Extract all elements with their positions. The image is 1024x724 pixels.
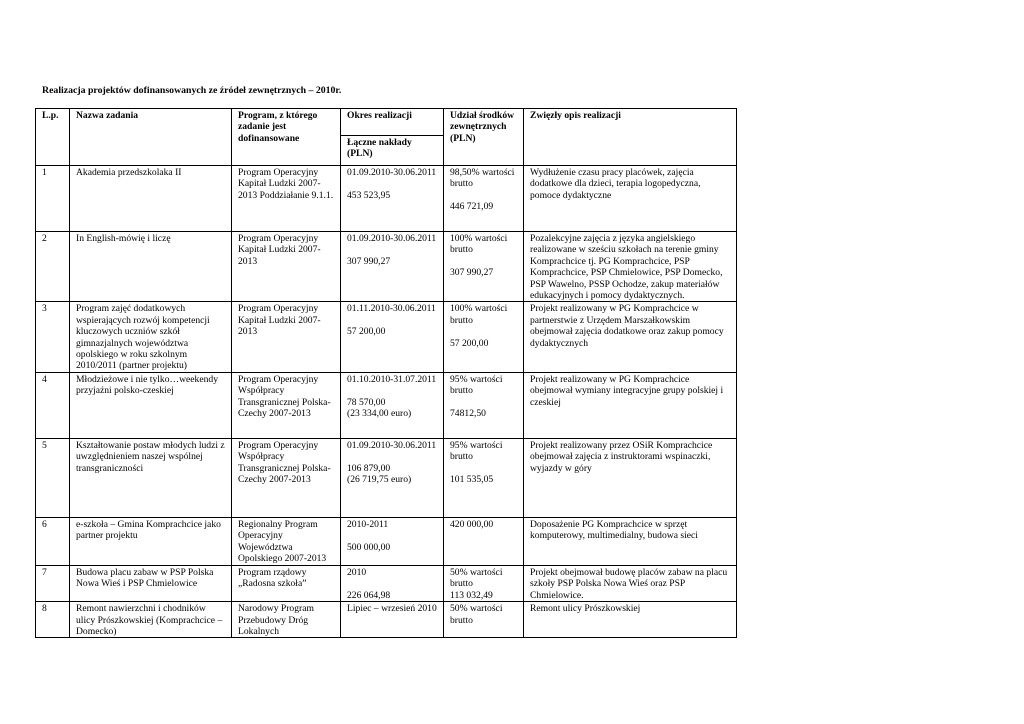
cell-program: Narodowy Program Przebudowy Dróg Lokalnych bbox=[232, 602, 341, 638]
cell-period bbox=[341, 438, 444, 517]
table-row bbox=[36, 517, 737, 565]
cell-name: Kształtowanie postaw młodych ludzi z uwzględnieniem naszej wspólnej transgraniczności bbox=[70, 438, 232, 517]
total-value: 226 064,98 bbox=[347, 589, 391, 601]
total-value: 307 990,27 bbox=[347, 255, 391, 267]
share-percent: 95% wartości brutto bbox=[450, 439, 503, 463]
period-value: 01.09.2010-30.06.2011 bbox=[347, 233, 437, 244]
table-row bbox=[36, 372, 737, 438]
cell-period bbox=[341, 602, 444, 638]
period-value: 01.11.2010-30.06.2011 bbox=[347, 303, 436, 315]
period-value: 01.09.2010-30.06.2011 bbox=[347, 439, 437, 451]
cell-desc: Projekt realizowany w PG Komprachcice obejmował wymiany integracyjne grupy polskiej i czeskiej bbox=[524, 372, 737, 438]
share-value: 307 990,27 bbox=[450, 267, 494, 279]
share-percent: 100% wartości brutto bbox=[450, 303, 508, 326]
share-percent: 420 000,00 bbox=[450, 518, 494, 530]
cell-share bbox=[444, 166, 524, 232]
cell-share bbox=[444, 438, 524, 517]
share-percent: 100% wartości brutto bbox=[450, 233, 508, 256]
period-value: 01.09.2010-30.06.2011 bbox=[347, 167, 437, 178]
cell-program: Program Operacyjny Kapitał Ludzki 2007-2013 bbox=[232, 232, 341, 302]
cell-share bbox=[444, 565, 524, 601]
header-lp: L.p. bbox=[36, 109, 70, 166]
cell-program: Program Operacyjny Współpracy Transgranicznej Polska-Czechy 2007-2013 bbox=[232, 372, 341, 438]
cell-lp: 5 bbox=[36, 438, 70, 517]
cell-period bbox=[341, 232, 444, 302]
cell-period bbox=[341, 517, 444, 565]
table-row bbox=[36, 302, 737, 372]
share-percent: 95% wartości brutto bbox=[450, 373, 503, 397]
period-value: 01.10.2010-31.07.2011 bbox=[347, 373, 437, 385]
cell-period bbox=[341, 166, 444, 232]
total-euro-value: (26 719,75 euro) bbox=[347, 474, 412, 486]
table-row bbox=[36, 602, 737, 638]
period-value: 2010-2011 bbox=[347, 518, 389, 530]
cell-lp: 6 bbox=[36, 517, 70, 565]
period-value: 2010 bbox=[347, 566, 367, 578]
cell-name: Akademia przedszkolaka II bbox=[70, 166, 232, 232]
share-value: 74812,50 bbox=[450, 408, 486, 420]
cell-name: Program zajęć dodatkowych wspierających rozwój kompetencji kluczowych uczniów szkół gimnazjalnych województwa opolskiego w roku szkolnym 2010/2011 (partner projektu) bbox=[70, 302, 232, 372]
page-title: Realizacja projektów dofinansowanych ze źródeł zewnętrznych – 2010r. bbox=[42, 85, 342, 96]
cell-desc: Projekt realizowany w PG Komprachcice w partnerstwie z Urzędem Marszałkowskim obejmował zajęcia dodatkowe oraz zakup pomocy dydaktycznych bbox=[524, 302, 737, 372]
cell-lp: 2 bbox=[36, 232, 70, 302]
cell-name: In English-mówię i liczę bbox=[70, 232, 232, 302]
share-value: 113 032,49 bbox=[450, 589, 493, 601]
header-total: Łączne nakłady (PLN) bbox=[347, 137, 412, 160]
cell-name: e-szkoła – Gmina Komprachcice jako partner projektu bbox=[70, 517, 232, 565]
cell-desc: Wydłużenie czasu pracy placówek, zajęcia dodatkowe dla dzieci, terapia logopedyczna, pomoce dydaktyczne bbox=[524, 166, 737, 232]
projects-table bbox=[35, 108, 737, 638]
table-row bbox=[36, 232, 737, 302]
total-value: 78 570,00 bbox=[347, 396, 386, 408]
cell-share bbox=[444, 372, 524, 438]
total-value: 500 000,00 bbox=[347, 541, 391, 553]
table-row bbox=[36, 166, 737, 232]
cell-period bbox=[341, 302, 444, 372]
share-value: 446 721,09 bbox=[450, 201, 494, 213]
header-share: Udział środków zewnętrznych (PLN) bbox=[444, 109, 524, 166]
cell-lp: 7 bbox=[36, 565, 70, 601]
cell-program: Program Operacyjny Kapitał Ludzki 2007-2013 Poddziałanie 9.1.1. bbox=[232, 166, 341, 232]
table-row bbox=[36, 565, 737, 601]
cell-desc: Remont ulicy Prószkowskiej bbox=[524, 602, 737, 638]
header-name: Nazwa zadania bbox=[70, 109, 232, 166]
cell-desc: Projekt realizowany przez OSiR Komprachcice obejmował zajęcia z instruktorami wspinaczki, wyjazdy w góry bbox=[524, 438, 737, 517]
cell-share bbox=[444, 232, 524, 302]
header-desc: Zwięzły opis realizacji bbox=[524, 109, 737, 166]
cell-name: Młodzieżowe i nie tylko…weekendy przyjaźni polsko-czeskiej bbox=[70, 372, 232, 438]
cell-program: Program Operacyjny Kapitał Ludzki 2007-2013 bbox=[232, 302, 341, 372]
cell-program: Regionalny Program Operacyjny Województwa Opolskiego 2007-2013 bbox=[232, 517, 341, 565]
share-value: 101 535,05 bbox=[450, 474, 494, 486]
cell-period bbox=[341, 372, 444, 438]
total-value: 57 200,00 bbox=[347, 326, 386, 338]
cell-lp: 3 bbox=[36, 302, 70, 372]
share-percent: 98,50% wartości brutto bbox=[450, 167, 515, 190]
cell-desc: Pozalekcyjne zajęcia z języka angielskiego realizowane w sześciu szkołach na terenie gminy Komprachcice tj. PG Komprachcice, PSP Komprachcice, PSP Chmielowice, PSP Domecko, PSP Wawelno, PSSP Ochodze, zakup materiałów edukacyjnych i pomocy dydaktycznych. bbox=[524, 232, 737, 302]
share-percent: 50% wartości brutto bbox=[450, 603, 503, 626]
cell-share bbox=[444, 602, 524, 638]
header-period: Okres realizacji bbox=[341, 109, 443, 136]
cell-desc: Projekt obejmował budowę placów zabaw na placu szkoły PSP Polska Nowa Wieś oraz PSP Chmielowice. bbox=[524, 565, 737, 601]
period-value: Lipiec – wrzesień 2010 bbox=[347, 603, 437, 615]
cell-share bbox=[444, 517, 524, 565]
total-value: 453 523,95 bbox=[347, 189, 391, 201]
total-value: 106 879,00 bbox=[347, 462, 391, 474]
cell-program: Program rządowy „Radosna szkoła” bbox=[232, 565, 341, 601]
cell-lp: 1 bbox=[36, 166, 70, 232]
cell-program: Program Operacyjny Współpracy Transgranicznej Polska-Czechy 2007-2013 bbox=[232, 438, 341, 517]
cell-lp: 8 bbox=[36, 602, 70, 638]
total-euro-value: (23 334,00 euro) bbox=[347, 408, 412, 420]
table-row bbox=[36, 438, 737, 517]
cell-period bbox=[341, 565, 444, 601]
table-header-row bbox=[36, 109, 737, 166]
share-percent: 50% wartości brutto bbox=[450, 566, 503, 590]
cell-share bbox=[444, 302, 524, 372]
header-period-total bbox=[341, 109, 444, 166]
header-program: Program, z którego zadanie jest dofinansowane bbox=[232, 109, 341, 166]
cell-lp: 4 bbox=[36, 372, 70, 438]
cell-name: Budowa placu zabaw w PSP Polska Nowa Wieś i PSP Chmielowice bbox=[70, 565, 232, 601]
share-value: 57 200,00 bbox=[450, 337, 489, 349]
cell-name: Remont nawierzchni i chodników ulicy Prószkowskiej (Komprachcice – Domecko) bbox=[70, 602, 232, 638]
cell-desc: Doposażenie PG Komprachcice w sprzęt komputerowy, multimedialny, budowa sieci bbox=[524, 517, 737, 565]
